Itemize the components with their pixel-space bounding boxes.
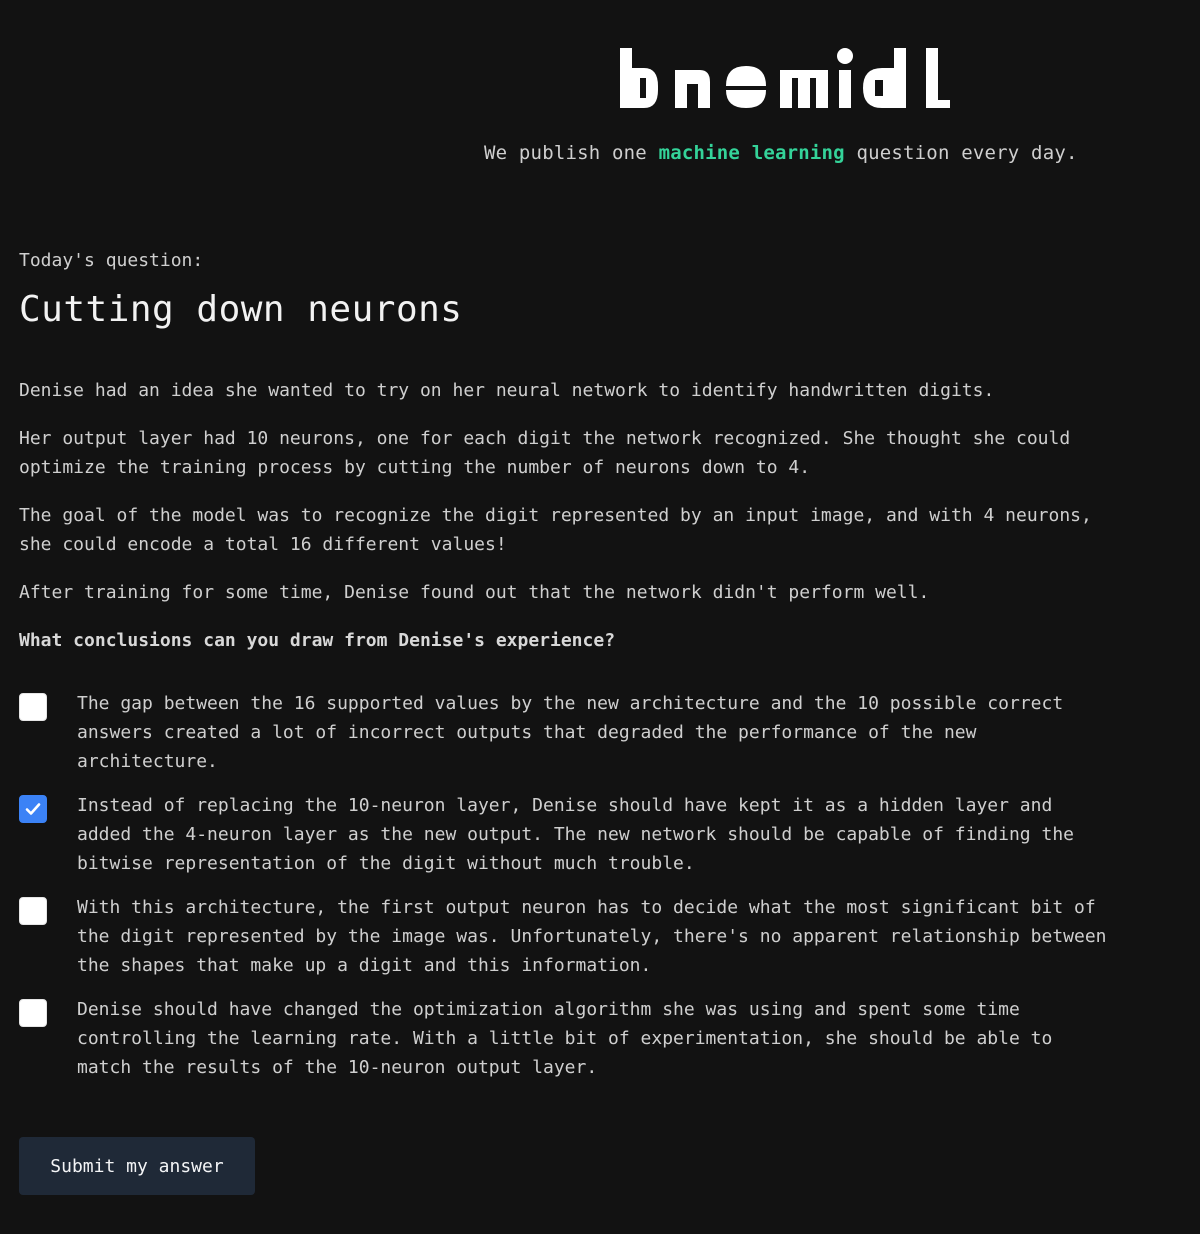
checkmark-icon — [24, 800, 42, 818]
answer-text-2[interactable]: Instead of replacing the 10-neuron layer, Denise should have kept it as a hidden layer and added the 4-neuron layer as the new output. The new network should be capable of finding the bitwise representation of the digit without much trouble. — [77, 795, 1074, 874]
question-paragraph: Denise had an idea she wanted to try on her neural network to identify handwritten digits. — [19, 380, 995, 401]
question-prompt: What conclusions can you draw from Denise's experience? — [19, 630, 616, 651]
answer-option-2[interactable] — [19, 795, 1109, 878]
answer-checkbox-4[interactable] — [19, 999, 47, 1027]
bnomial-logo[interactable] — [618, 46, 952, 112]
tagline-prefix: We publish one — [484, 142, 659, 164]
question-paragraph: After training for some time, Denise found out that the network didn't perform well. — [19, 582, 930, 603]
question-title: Cutting down neurons — [19, 289, 463, 330]
question-paragraph: Her output layer had 10 neurons, one for each digit the network recognized. She thought she could optimize the training process by cutting the number of neurons down to 4. — [19, 428, 1071, 478]
tagline — [484, 142, 1184, 164]
submit-answer-button[interactable]: Submit my answer — [19, 1137, 255, 1195]
answer-text-3[interactable]: With this architecture, the first output neuron has to decide what the most significant bit of the digit represented by the image was. Unfortunately, there's no apparent relationship between the shapes that make up a digit and this information. — [77, 897, 1107, 976]
answer-text-4[interactable]: Denise should have changed the optimization algorithm she was using and spent some time controlling the learning rate. With a little bit of experimentation, she should be able to match the results of the 10-neuron output layer. — [77, 999, 1053, 1078]
site-header — [0, 0, 1200, 200]
todays-question-label: Today's question: — [19, 250, 204, 271]
tagline-accent: machine learning — [658, 142, 845, 164]
question-content — [19, 248, 1109, 1195]
answer-option-3[interactable] — [19, 897, 1109, 980]
tagline-suffix: question every day. — [844, 142, 1078, 164]
answer-checkbox-1[interactable] — [19, 693, 47, 721]
question-paragraph: The goal of the model was to recognize the digit represented by an input image, and with 4 neurons, she could encode a total 16 different values! — [19, 505, 1092, 555]
answer-option-1[interactable] — [19, 693, 1109, 776]
answer-option-4[interactable] — [19, 999, 1109, 1082]
answer-text-1[interactable]: The gap between the 16 supported values by the new architecture and the 10 possible correct answers created a lot of incorrect outputs that degraded the performance of the new architecture. — [77, 693, 1064, 772]
answer-options — [19, 693, 1109, 1082]
answer-checkbox-2[interactable] — [19, 795, 47, 823]
answer-checkbox-3[interactable] — [19, 897, 47, 925]
